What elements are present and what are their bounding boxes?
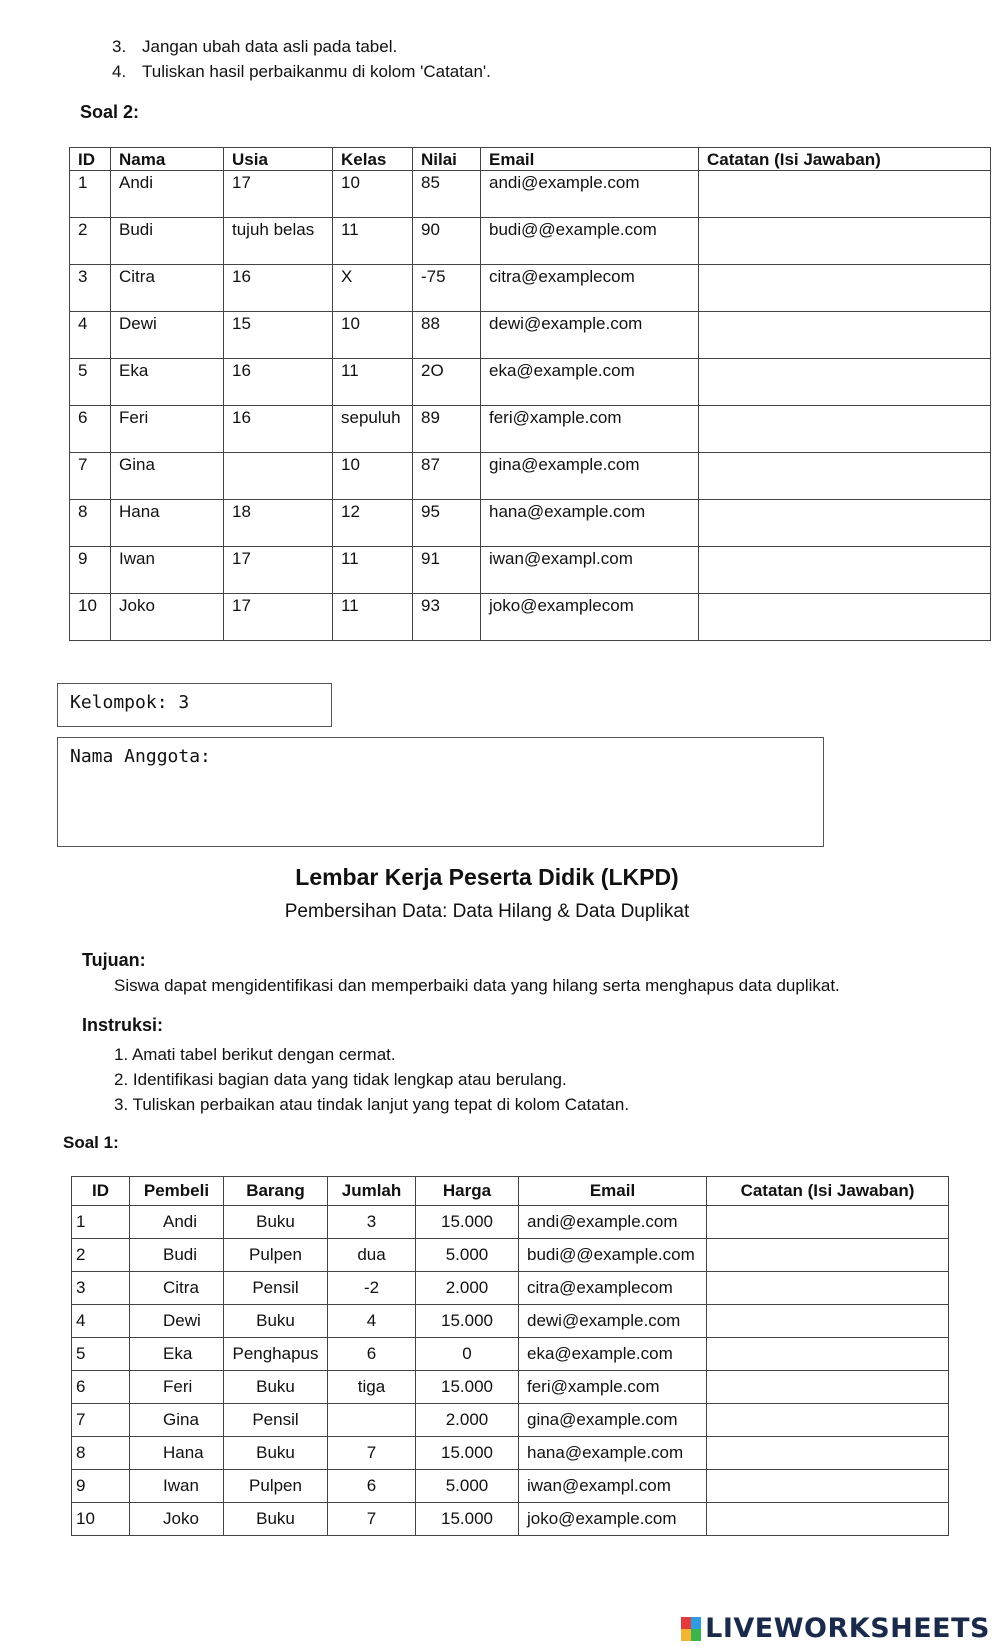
- table-cell: Eka: [130, 1338, 224, 1371]
- column-header: Jumlah: [328, 1177, 416, 1206]
- table-cell: 11: [333, 594, 413, 641]
- table-cell: Eka: [111, 359, 224, 406]
- table-cell: feri@xample.com: [481, 406, 699, 453]
- column-header: Email: [481, 148, 699, 171]
- table-cell: 2: [72, 1239, 130, 1272]
- catatan-answer-cell[interactable]: [707, 1503, 949, 1536]
- table-cell: 10: [333, 312, 413, 359]
- table-cell: Dewi: [111, 312, 224, 359]
- table-cell: 8: [72, 1437, 130, 1470]
- table-cell: 95: [413, 500, 481, 547]
- table-cell: Pensil: [224, 1272, 328, 1305]
- table-cell: -75: [413, 265, 481, 312]
- table-cell: 85: [413, 171, 481, 218]
- table-cell: feri@xample.com: [519, 1371, 707, 1404]
- table-cell: 3: [70, 265, 111, 312]
- table-cell: 6: [72, 1371, 130, 1404]
- catatan-answer-cell[interactable]: [699, 265, 991, 312]
- table-row: [70, 171, 991, 218]
- table-cell: 16: [224, 265, 333, 312]
- table-row: [72, 1338, 949, 1371]
- catatan-answer-cell[interactable]: [707, 1239, 949, 1272]
- table-cell: -2: [328, 1272, 416, 1305]
- table-row: [70, 265, 991, 312]
- table-cell: 2O: [413, 359, 481, 406]
- catatan-answer-cell[interactable]: [699, 500, 991, 547]
- table-cell: 15.000: [416, 1437, 519, 1470]
- table-row: [72, 1239, 949, 1272]
- table-row: [72, 1470, 949, 1503]
- table-cell: Pensil: [224, 1404, 328, 1437]
- table-cell: 9: [72, 1470, 130, 1503]
- catatan-answer-cell[interactable]: [699, 171, 991, 218]
- table-cell: 15.000: [416, 1371, 519, 1404]
- table-cell: dewi@example.com: [519, 1305, 707, 1338]
- table-cell: 90: [413, 218, 481, 265]
- table-cell: Iwan: [130, 1470, 224, 1503]
- table-cell: 3: [328, 1206, 416, 1239]
- catatan-answer-cell[interactable]: [707, 1371, 949, 1404]
- table-cell: Pulpen: [224, 1239, 328, 1272]
- table-cell: gina@example.com: [481, 453, 699, 500]
- table-cell: 7: [328, 1503, 416, 1536]
- column-header: Nama: [111, 148, 224, 171]
- table-cell: 15.000: [416, 1206, 519, 1239]
- catatan-answer-cell[interactable]: [699, 453, 991, 500]
- table-cell: Feri: [111, 406, 224, 453]
- table-cell: 18: [224, 500, 333, 547]
- table-row: [72, 1272, 949, 1305]
- table-row: [70, 218, 991, 265]
- table-cell: 17: [224, 594, 333, 641]
- table-cell: 10: [333, 453, 413, 500]
- table-cell: [328, 1404, 416, 1437]
- table-cell: 8: [70, 500, 111, 547]
- table-cell: 5.000: [416, 1470, 519, 1503]
- nama-anggota-label: Nama Anggota:: [70, 746, 211, 767]
- table-row: [72, 1305, 949, 1338]
- table-cell: Buku: [224, 1371, 328, 1404]
- table-cell: 4: [328, 1305, 416, 1338]
- soal2-table: [69, 147, 991, 641]
- table-cell: Hana: [111, 500, 224, 547]
- column-header: Pembeli: [130, 1177, 224, 1206]
- table-cell: dewi@example.com: [481, 312, 699, 359]
- table-cell: 6: [70, 406, 111, 453]
- table-cell: 10: [70, 594, 111, 641]
- table-cell: Dewi: [130, 1305, 224, 1338]
- catatan-answer-cell[interactable]: [707, 1404, 949, 1437]
- table-cell: sepuluh: [333, 406, 413, 453]
- table-cell: 7: [70, 453, 111, 500]
- table-row: [70, 500, 991, 547]
- table-cell: 11: [333, 359, 413, 406]
- table-cell: Iwan: [111, 547, 224, 594]
- table-cell: Feri: [130, 1371, 224, 1404]
- catatan-answer-cell[interactable]: [699, 359, 991, 406]
- table-cell: [224, 453, 333, 500]
- soal1-table: [71, 1176, 949, 1536]
- table-cell: Citra: [111, 265, 224, 312]
- table-cell: Joko: [111, 594, 224, 641]
- table-cell: budi@@example.com: [481, 218, 699, 265]
- table-cell: citra@examplecom: [519, 1272, 707, 1305]
- instruksi-label: Instruksi:: [82, 1015, 164, 1035]
- table-cell: iwan@exampl.com: [519, 1470, 707, 1503]
- table-cell: Budi: [130, 1239, 224, 1272]
- table-cell: dua: [328, 1239, 416, 1272]
- soal1-label: Soal 1:: [63, 1133, 119, 1152]
- table-cell: 9: [70, 547, 111, 594]
- table-cell: Pulpen: [224, 1470, 328, 1503]
- table-cell: 17: [224, 547, 333, 594]
- table-cell: budi@@example.com: [519, 1239, 707, 1272]
- catatan-answer-cell[interactable]: [699, 218, 991, 265]
- table-row: [70, 453, 991, 500]
- table-cell: 5: [70, 359, 111, 406]
- column-header: Usia: [224, 148, 333, 171]
- table-cell: Hana: [130, 1437, 224, 1470]
- table-cell: eka@example.com: [481, 359, 699, 406]
- table-cell: andi@example.com: [519, 1206, 707, 1239]
- table-cell: 15.000: [416, 1305, 519, 1338]
- table-cell: 93: [413, 594, 481, 641]
- catatan-answer-cell[interactable]: [707, 1338, 949, 1371]
- table-cell: Penghapus: [224, 1338, 328, 1371]
- table-cell: 89: [413, 406, 481, 453]
- table-cell: 12: [333, 500, 413, 547]
- tujuan-label: Tujuan:: [82, 950, 146, 970]
- table-cell: 10: [333, 171, 413, 218]
- table-cell: 5.000: [416, 1239, 519, 1272]
- table-cell: 1: [72, 1206, 130, 1239]
- instruksi-list: [114, 1042, 629, 1117]
- page-subtitle: Pembersihan Data: Data Hilang & Data Duplikat: [284, 901, 690, 922]
- table-cell: 0: [416, 1338, 519, 1371]
- table-cell: Citra: [130, 1272, 224, 1305]
- table-row: [72, 1371, 949, 1404]
- instruction-item: 2. Identifikasi bagian data yang tidak lengkap atau berulang.: [114, 1070, 567, 1089]
- liveworksheets-logo: [681, 1613, 990, 1644]
- table-cell: 11: [333, 547, 413, 594]
- table-header-row: [70, 148, 991, 171]
- table-row: [70, 547, 991, 594]
- table-cell: 87: [413, 453, 481, 500]
- table-header-row: [72, 1177, 949, 1206]
- instruction-item: 3. Tuliskan perbaikan atau tindak lanjut yang tepat di kolom Catatan.: [114, 1095, 630, 1114]
- table-cell: 91: [413, 547, 481, 594]
- table-cell: 10: [72, 1503, 130, 1536]
- table-cell: hana@example.com: [481, 500, 699, 547]
- catatan-answer-cell[interactable]: [707, 1437, 949, 1470]
- table-row: [72, 1503, 949, 1536]
- table-cell: 88: [413, 312, 481, 359]
- catatan-answer-cell[interactable]: [699, 547, 991, 594]
- catatan-answer-cell[interactable]: [699, 594, 991, 641]
- table-row: [70, 359, 991, 406]
- table-cell: Buku: [224, 1503, 328, 1536]
- table-cell: joko@examplecom: [481, 594, 699, 641]
- table-row: [72, 1206, 949, 1239]
- table-cell: Budi: [111, 218, 224, 265]
- table-row: [70, 312, 991, 359]
- tujuan-text: Siswa dapat mengidentifikasi dan memperbaiki data yang hilang serta menghapus data duplikat.: [114, 976, 840, 995]
- table-cell: 16: [224, 406, 333, 453]
- table-cell: citra@examplecom: [481, 265, 699, 312]
- table-cell: joko@example.com: [519, 1503, 707, 1536]
- instruction-item: 4. Tuliskan hasil perbaikanmu di kolom 'Catatan'.: [112, 62, 491, 81]
- column-header: Email: [519, 1177, 707, 1206]
- table-cell: eka@example.com: [519, 1338, 707, 1371]
- liveworksheets-logo-icon: [681, 1617, 701, 1641]
- table-cell: andi@example.com: [481, 171, 699, 218]
- table-cell: gina@example.com: [519, 1404, 707, 1437]
- table-cell: 5: [72, 1338, 130, 1371]
- previous-instructions: [112, 34, 491, 84]
- catatan-answer-cell[interactable]: [707, 1206, 949, 1239]
- table-cell: 2.000: [416, 1272, 519, 1305]
- table-cell: 15: [224, 312, 333, 359]
- table-cell: Gina: [130, 1404, 224, 1437]
- table-cell: 7: [72, 1404, 130, 1437]
- column-header: Harga: [416, 1177, 519, 1206]
- table-cell: 4: [72, 1305, 130, 1338]
- table-cell: 11: [333, 218, 413, 265]
- kelompok-label: Kelompok: 3: [70, 692, 190, 713]
- column-header: Catatan (Isi Jawaban): [707, 1177, 949, 1206]
- table-cell: 3: [72, 1272, 130, 1305]
- catatan-answer-cell[interactable]: [707, 1305, 949, 1338]
- instruction-item: 1. Amati tabel berikut dengan cermat.: [114, 1045, 396, 1064]
- nama-anggota-field[interactable]: [57, 737, 824, 847]
- column-header: Kelas: [333, 148, 413, 171]
- page-title: Lembar Kerja Peserta Didik (LKPD): [295, 864, 679, 890]
- table-row: [70, 406, 991, 453]
- table-row: [72, 1404, 949, 1437]
- table-cell: 6: [328, 1470, 416, 1503]
- column-header: Catatan (Isi Jawaban): [699, 148, 991, 171]
- table-row: [72, 1437, 949, 1470]
- table-cell: Buku: [224, 1305, 328, 1338]
- table-cell: 4: [70, 312, 111, 359]
- kelompok-field[interactable]: [57, 683, 332, 727]
- table-cell: X: [333, 265, 413, 312]
- catatan-answer-cell[interactable]: [707, 1470, 949, 1503]
- column-header: ID: [70, 148, 111, 171]
- table-cell: tiga: [328, 1371, 416, 1404]
- table-cell: 17: [224, 171, 333, 218]
- catatan-answer-cell[interactable]: [699, 312, 991, 359]
- table-cell: 1: [70, 171, 111, 218]
- table-cell: Gina: [111, 453, 224, 500]
- table-cell: 16: [224, 359, 333, 406]
- table-cell: Buku: [224, 1206, 328, 1239]
- table-cell: tujuh belas: [224, 218, 333, 265]
- table-cell: Buku: [224, 1437, 328, 1470]
- table-cell: 2: [70, 218, 111, 265]
- column-header: Nilai: [413, 148, 481, 171]
- table-cell: 6: [328, 1338, 416, 1371]
- instruction-item: 3. Jangan ubah data asli pada tabel.: [112, 37, 398, 56]
- brand-text: LIVEWORKSHEETS: [705, 1613, 990, 1644]
- table-row: [70, 594, 991, 641]
- table-cell: Joko: [130, 1503, 224, 1536]
- table-cell: hana@example.com: [519, 1437, 707, 1470]
- catatan-answer-cell[interactable]: [707, 1272, 949, 1305]
- table-cell: 2.000: [416, 1404, 519, 1437]
- table-cell: Andi: [130, 1206, 224, 1239]
- column-header: Barang: [224, 1177, 328, 1206]
- catatan-answer-cell[interactable]: [699, 406, 991, 453]
- table-cell: Andi: [111, 171, 224, 218]
- table-cell: 15.000: [416, 1503, 519, 1536]
- soal2-label: Soal 2:: [80, 102, 140, 122]
- column-header: ID: [72, 1177, 130, 1206]
- table-cell: iwan@exampl.com: [481, 547, 699, 594]
- table-cell: 7: [328, 1437, 416, 1470]
